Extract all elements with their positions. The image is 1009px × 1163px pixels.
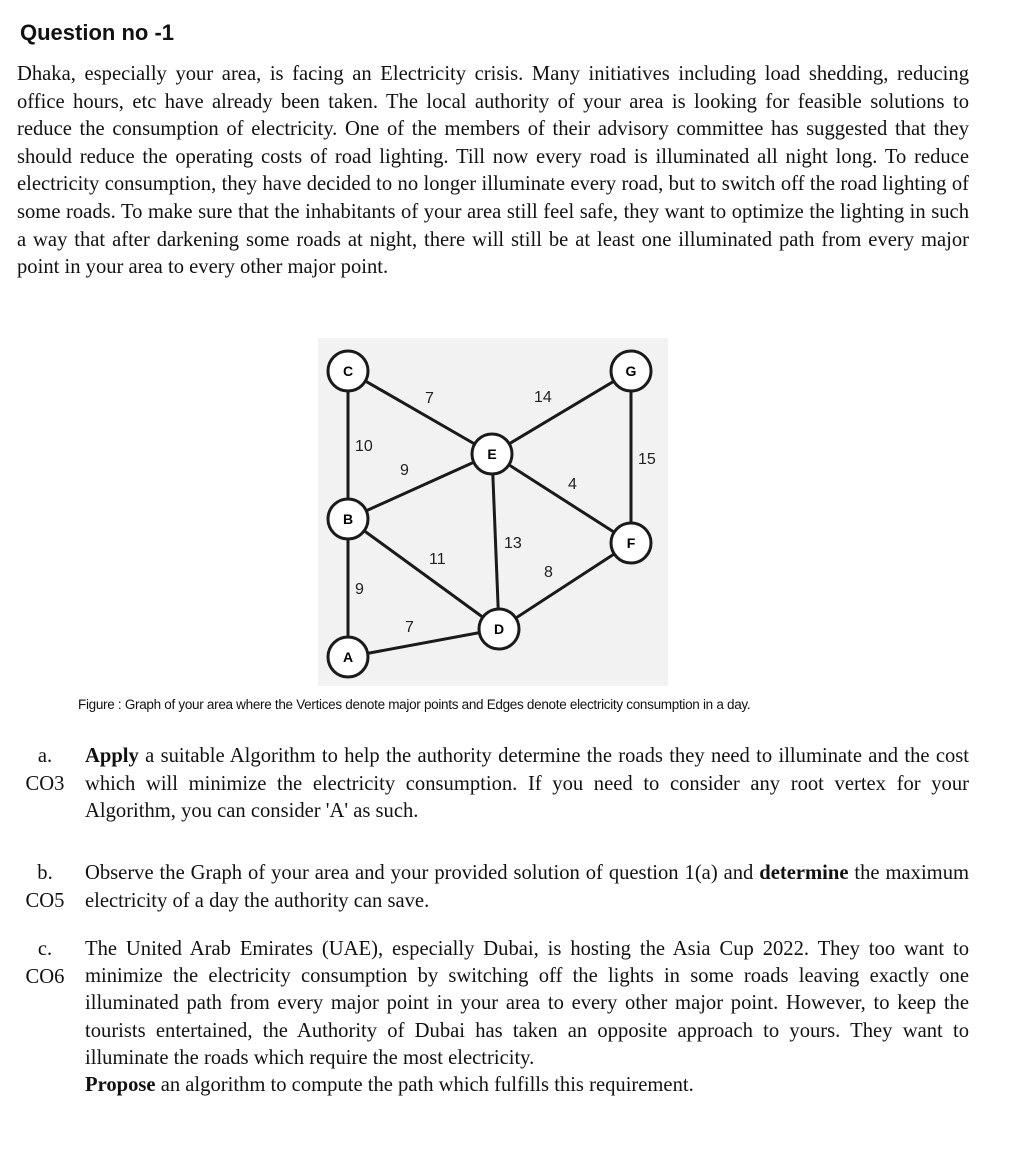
edge-label-B-E: 9 [400, 462, 409, 479]
question-b-tag [14, 860, 76, 915]
question-b-co: CO5 [25, 889, 65, 912]
node-label-F: F [626, 535, 636, 551]
question-b-body-2: the maximum electricity of a day the authority can save. [85, 862, 970, 912]
graph-figure [318, 338, 668, 686]
question-c [14, 936, 969, 1099]
edge-label-A-D: 7 [405, 619, 414, 636]
node-label-B: B [342, 511, 354, 527]
edge-label-G-F: 15 [638, 451, 656, 468]
edge-A-D [348, 629, 499, 657]
question-a [14, 743, 969, 826]
node-E [472, 434, 512, 474]
question-heading: Question no -1 [20, 20, 174, 45]
question-b [14, 860, 969, 915]
question-c-body: The United Arab Emirates (UAE), especially Dubai, is hosting the Asia Cup 2022. They too want to minimize the electricity consumption by switching off the lights in some roads leaving exactly one illuminated path from every major point in your area to every other major point. However, to keep the tourists entertained, the Authority of Dubai has taken an opposite approach to yours. They want to illuminate the roads which require the most electricity. [85, 938, 969, 1069]
edge-B-E [348, 454, 492, 519]
edge-label-C-E: 7 [425, 390, 434, 407]
edge-label-E-F: 4 [568, 476, 577, 493]
question-a-body: a suitable Algorithm to help the authority determine the roads they need to illuminate and the cost which will minimize the electricity consumption. If you need to consider any root vertex for your Algorithm, you can consider 'A' as such. [85, 745, 969, 823]
question-c-co: CO6 [25, 965, 65, 988]
node-label-G: G [625, 363, 637, 379]
node-label-D: D [493, 621, 505, 637]
question-b-text [85, 860, 969, 915]
edge-label-E-D: 13 [504, 535, 522, 552]
question-c-propose-line [85, 1072, 969, 1099]
edge-label-C-B: 10 [355, 438, 373, 455]
node-B [328, 499, 368, 539]
edge-D-F [499, 543, 631, 629]
node-C [328, 351, 368, 391]
question-c-bold: Propose [85, 1074, 156, 1097]
edge-label-B-D: 11 [429, 551, 446, 568]
node-label-A: A [342, 649, 354, 665]
edge-E-D [492, 454, 499, 629]
question-b-letter: b. [37, 862, 53, 884]
question-c-letter: c. [37, 938, 53, 960]
node-label-C: C [342, 363, 354, 379]
edge-label-D-F: 8 [544, 564, 553, 581]
question-a-tag [14, 743, 76, 798]
figure-caption: Figure : Graph of your area where the Vertices denote major points and Edges denote electricity consumption in a day. [78, 697, 751, 712]
question-c-text [85, 936, 969, 1099]
edge-B-D [348, 519, 499, 629]
question-a-co: CO3 [25, 772, 65, 795]
edge-E-G [492, 371, 631, 454]
question-a-letter: a. [37, 745, 53, 767]
question-c-body-2: an algorithm to compute the path which fulfills this requirement. [155, 1074, 694, 1097]
edge-label-B-A: 9 [355, 581, 364, 598]
node-G [611, 351, 651, 391]
question-b-bold: determine [759, 862, 849, 884]
node-label-E: E [487, 446, 497, 462]
question-b-body-1: Observe the Graph of your area and your provided solution of question 1(a) and [85, 862, 760, 884]
edge-E-F [492, 454, 631, 543]
graph-svg [318, 338, 668, 686]
question-a-bold: Apply [85, 745, 139, 767]
node-D [479, 609, 519, 649]
question-c-tag [14, 936, 76, 991]
node-A [328, 637, 368, 677]
intro-paragraph: Dhaka, especially your area, is facing an Electricity crisis. Many initiatives including load shedding, reducing office hours, etc have already been taken. The local authority of your area is looking for feasible solutions to reduce the consumption of electricity. One of the members of their advisory committee has suggested that they should reduce the operating costs of road lighting. Till now every road is illuminated all night long. To reduce electricity consumption, they have decided to no longer illuminate every road, but to switch off the road lighting of some roads. To make sure that the inhabitants of your area still feel safe, they want to optimize the lighting in such a way that after darkening some roads at night, there will still be at least one illuminated path from every major point in your area to every other major point. [17, 63, 969, 279]
node-F [611, 523, 651, 563]
question-a-text [85, 743, 969, 826]
edge-label-E-G: 14 [534, 389, 552, 406]
